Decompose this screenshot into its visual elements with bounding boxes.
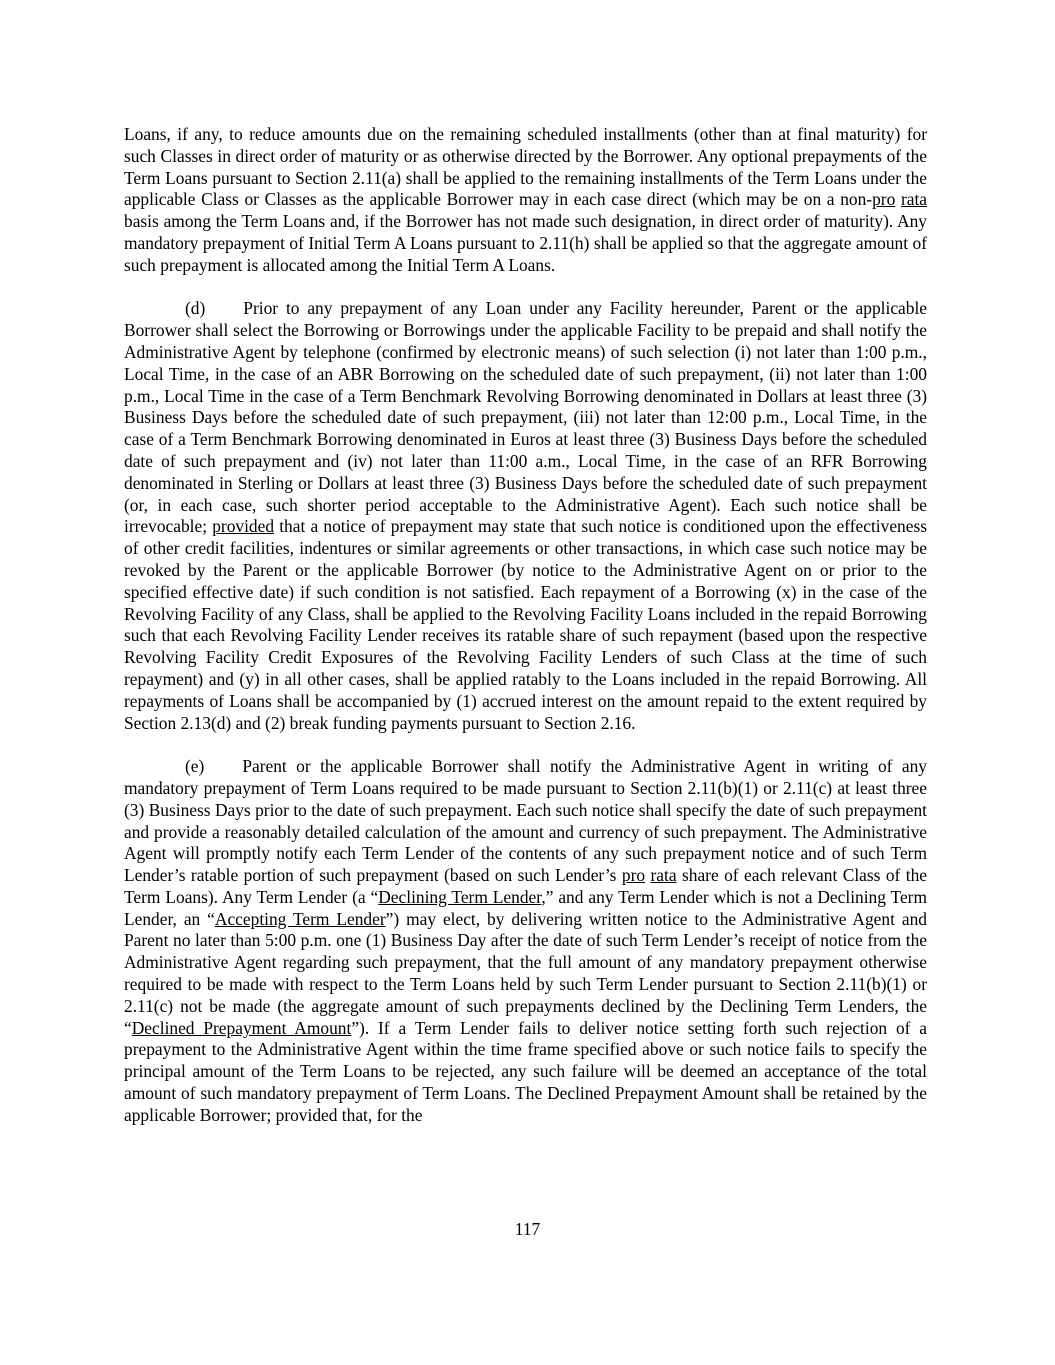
paragraph-label-d: (d): [185, 298, 206, 319]
underlined-term-rata: rata: [900, 189, 927, 210]
underlined-term-provided: provided: [212, 516, 275, 537]
defined-term-declining-term-lender: Declining Term Lender: [378, 886, 542, 907]
paragraph-d: [124, 298, 927, 734]
paragraph-text: ”). If a Term Lender fails to deliver notice setting forth such rejection of a prepayment to the Administrative Agent within the time frame specified above or such notice fails to specify the principal amount of the Term Loans to be rejected, any such failure will be deemed an acceptance of the total amount of such mandatory prepayment of Term Loans. The Declined Prepayment Amount shall be retained by the applicable Borrower; provided that, for the: [124, 1017, 928, 1125]
page-number: 117: [514, 1219, 541, 1239]
paragraph-continuation: [124, 124, 927, 277]
paragraph-text: that a notice of prepayment may state that such notice is conditioned upon the effectiveness of other credit facilities, indentures or similar agreements or other transactions, in which case such notice may be revoked by the Parent or the applicable Borrower (by notice to the Administrative Agent on or prior to the specified effective date) if such condition is not satisfied. Each repayment of a Borrowing (x) in the case of the Revolving Facility of any Class, shall be applied to the Revolving Facility Loans included in the repaid Borrowing such that each Revolving Facility Lender receives its ratable share of such repayment (based upon the respective Revolving Facility Credit Exposures of the Revolving Facility Lenders of such Class at the time of such repayment) and (y) in all other cases, shall be applied ratably to the Loans included in the repaid Borrowing. All repayments of Loans shall be accompanied by (1) accrued interest on the amount repaid to the extent required by Section 2.13(d) and (2) break funding payments pursuant to Section 2.16.: [124, 516, 927, 733]
paragraph-e: [124, 756, 927, 1127]
underlined-term-pro: pro: [621, 865, 646, 886]
document-page: [124, 124, 927, 1127]
paragraph-text: Parent or the applicable Borrower shall notify the Administrative Agent in writing of any mandatory prepayment of Term Loans required to be made pursuant to Section 2.11(b)(1) or 2.11(c) at least three (3) Business Days prior to the date of such prepayment. Each such notice shall specify the date of such prepayment and provide a reasonably detailed calculation of the amount and currency of such prepayment. The Administrative Agent will promptly notify each Term Lender of the contents of any such prepayment notice and of such Term Lender’s ratable portion of such prepayment (based on such Lender’s: [124, 756, 927, 886]
paragraph-text: ”) may elect, by delivering written notice to the Administrative Agent and Parent no later than 5:00 p.m. one (1) Business Day after the date of such Term Lender’s receipt of notice from the Administrative Agent regarding such prepayment, that the full amount of any mandatory prepayment otherwise required to be made with respect to the Term Loans held by such Term Lender pursuant to Section 2.11(b)(1) or 2.11(c) not be made (the aggregate amount of such prepayments declined by the Declining Term Lenders, the “: [124, 908, 927, 1038]
paragraph-text: Loans, if any, to reduce amounts due on the remaining scheduled installments (other than at final maturity) for such Classes in direct order of maturity or as otherwise directed by the Borrower. Any optional prepayments of the Term Loans pursuant to Section 2.11(a) shall be applied to the remaining installments of the Term Loans under the applicable Class or Classes as the applicable Borrower may in each case direct (which may be on a non-: [124, 124, 927, 210]
paragraph-label-e: (e): [185, 756, 205, 777]
paragraph-text: share of each relevant Class of the Term Loans). Any Term Lender (a “: [124, 865, 927, 907]
paragraph-text: basis among the Term Loans and, if the Borrower has not made such designation, in direct order of maturity). Any mandatory prepayment of Initial Term A Loans pursuant to 2.11(h) shall be applied so that the aggregate amount of such prepayment is allocated among the Initial Term A Loans.: [124, 211, 927, 275]
underlined-term-pro: pro: [872, 189, 896, 210]
defined-term-declined-prepayment-amount: Declined Prepayment Amount: [131, 1017, 352, 1038]
paragraph-text: Prior to any prepayment of any Loan under any Facility hereunder, Parent or the applicable Borrower shall select the Borrowing or Borrowings under the applicable Facility to be prepaid and shall notify the Administrative Agent by telephone (confirmed by electronic means) of such selection (i) not later than 1:00 p.m., Local Time, in the case of an ABR Borrowing on the scheduled date of such prepayment, (ii) not later than 1:00 p.m., Local Time in the case of a Term Benchmark Revolving Borrowing denominated in Dollars at least three (3) Business Days before the scheduled date of such prepayment, (iii) not later than 12:00 p.m., Local Time, in the case of a Term Benchmark Borrowing denominated in Euros at least three (3) Business Days before the scheduled date of such prepayment and (iv) not later than 11:00 a.m., Local Time, in the case of an RFR Borrowing denominated in Sterling or Dollars at least three (3) Business Days before the scheduled date of such prepayment (or, in each case, such shorter period acceptable to the Administrative Agent). Each such notice shall be irrevocable;: [124, 298, 927, 537]
underlined-term-rata: rata: [650, 865, 677, 886]
defined-term-accepting-term-lender: Accepting Term Lender: [214, 908, 386, 929]
paragraph-text: ,” and any Term Lender which is not a Declining Term Lender, an “: [124, 886, 927, 929]
